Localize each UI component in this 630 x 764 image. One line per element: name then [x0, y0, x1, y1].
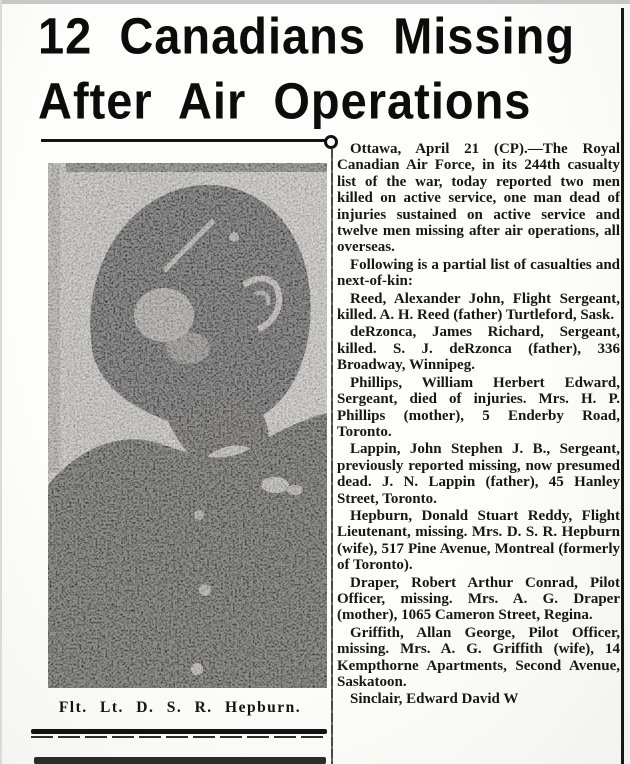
ring-ornament-icon — [324, 135, 338, 149]
article-column — [337, 141, 620, 764]
scan-left-edge — [0, 0, 2, 764]
paragraph-intro: Following is a partial list of casualties and next-of-kin: — [337, 256, 620, 290]
headline-line-2: After Air Operations — [38, 72, 532, 130]
paragraph-casualty-griffith: Griffith, Allan George, Pilot Officer, missing. Mrs. A. G. Griffith (wife), 14 Kempthorne Apartments, Second Avenue, Saskatoon. — [337, 624, 620, 690]
paragraph-casualty-reed: Reed, Alexander John, Flight Sergeant, killed. A. H. Reed (father) Turtleford, Sask. — [337, 290, 620, 324]
paragraph-dateline — [337, 141, 620, 256]
headline — [38, 4, 575, 134]
paragraph-casualty-phillips: Phillips, William Herbert Edward, Sergeant, died of injuries. Mrs. H. P. Phillips (mother), 5 Enderby Road, Toronto. — [337, 374, 620, 440]
caption-rule-thick — [31, 729, 327, 734]
headline-rule — [41, 139, 325, 142]
portrait-illustration — [48, 163, 327, 688]
column-divider-rule — [331, 149, 333, 764]
paragraph-casualty-derzonca: deRzonca, James Richard, Sergeant, killed. S. J. deRzonca (father), 336 Broadway, Winnipeg. — [337, 324, 620, 374]
portrait-photo — [48, 163, 327, 688]
paragraph-casualty-draper: Draper, Robert Arthur Conrad, Pilot Officer, missing. Mrs. A. G. Draper (mother), 1065 Cameron Street, Regina. — [337, 574, 620, 624]
caption-rule-thin — [31, 736, 327, 738]
paragraph-casualty-sinclair-partial: Sinclair, Edward David W — [350, 691, 519, 708]
photo-caption: Flt. Lt. D. S. R. Hepburn. — [58, 699, 302, 716]
dateline-text: April 21 (CP).—The Royal Canadian Air Force, in its 244th casualty list of the war, today reported two men killed on active service, one man dead of injuries sustained on active service and twelve men missing after air operations, all overseas. — [337, 141, 620, 256]
caption-rule — [31, 729, 327, 738]
right-edge-rule — [621, 8, 624, 764]
headline-line-1: 12 Canadians Missing — [38, 7, 576, 65]
bottom-partial-rule — [34, 757, 326, 764]
paragraph-casualty-hepburn: Hepburn, Donald Stuart Reddy, Flight Lieutenant, missing. Mrs. D. S. R. Hepburn (wife), 517 Pine Avenue, Montreal (formerly of Toronto). — [337, 507, 620, 574]
paragraph-casualty-lappin: Lappin, John Stephen J. B., Sergeant, previously reported missing, now presumed dead. J. N. Lappin (father), 45 Hanley Street, Toronto. — [337, 441, 620, 507]
dateline-city: Ottawa, — [350, 141, 402, 157]
